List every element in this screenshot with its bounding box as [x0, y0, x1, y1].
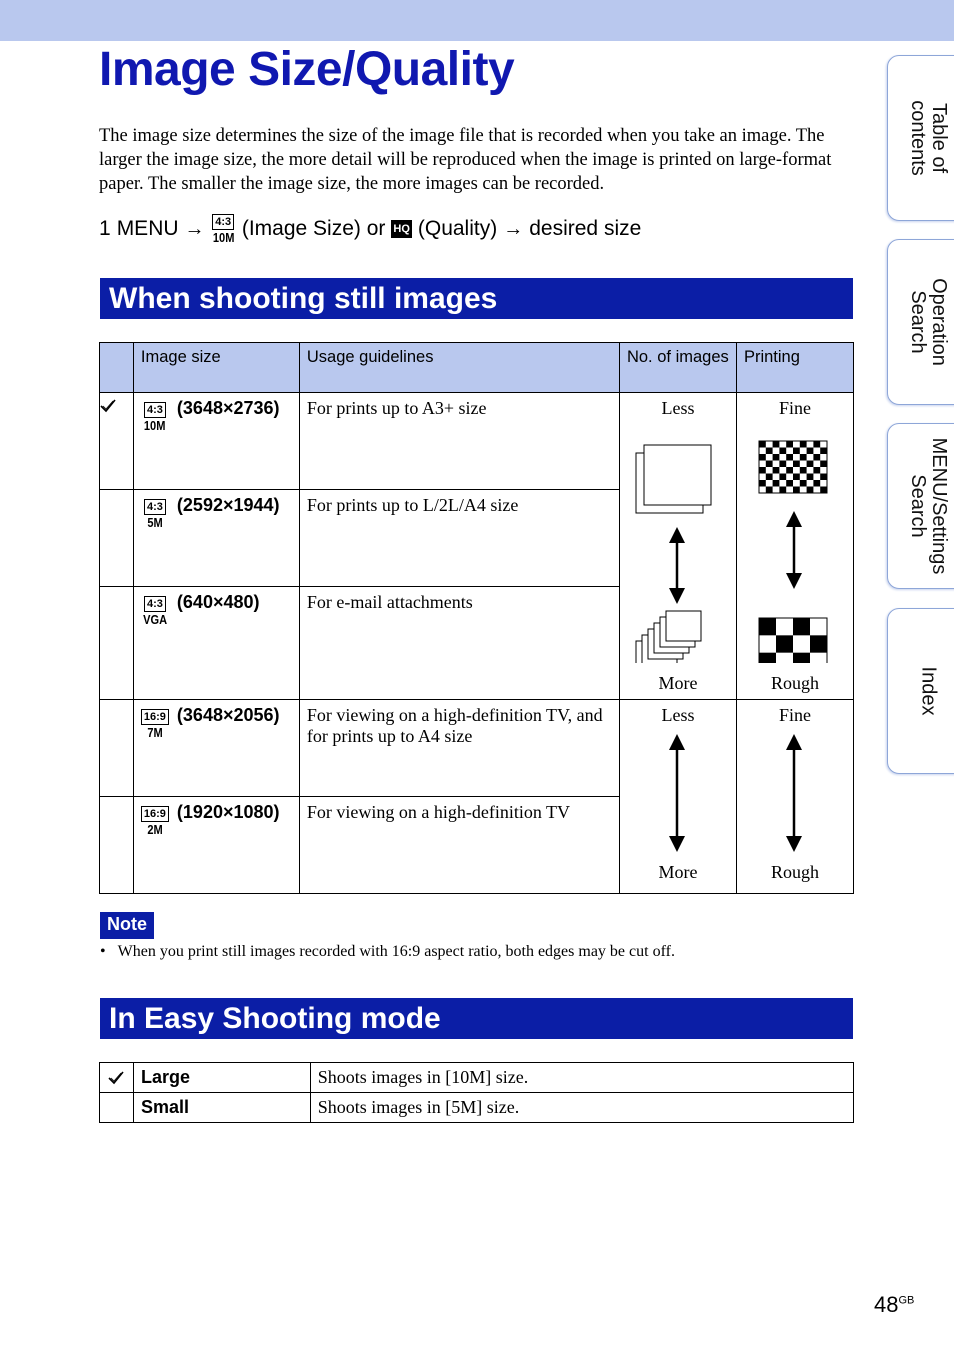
image-size-value: (640×480): [176, 592, 260, 612]
menu-label: MENU: [116, 217, 179, 240]
image-size-label: (Image Size) or: [241, 217, 386, 240]
quality-label: (Quality): [417, 217, 498, 240]
image-size-icon: 16:9 7M: [141, 709, 169, 740]
tab-index[interactable]: Index: [887, 608, 954, 774]
arrow-icon: →: [503, 217, 524, 240]
printing-cell-169: [736, 700, 853, 894]
image-size-value: (2592×1944): [176, 495, 280, 515]
arrow-icon: →: [184, 217, 205, 240]
image-size-value: (1920×1080): [176, 802, 280, 822]
print-fine-label: Fine: [778, 398, 811, 418]
usage-cell: For e-mail attachments: [299, 587, 619, 700]
images-more-label: More: [658, 862, 698, 882]
image-size-icon: 4:3 10M: [212, 215, 234, 245]
note-label: Note: [100, 912, 154, 939]
header-printing: Printing: [736, 343, 853, 393]
image-size-table: [99, 342, 854, 894]
table-row: [100, 700, 854, 797]
default-check-icon: [108, 1071, 124, 1085]
no-of-images-cell: [619, 393, 736, 700]
mode-large: Large: [133, 1063, 310, 1093]
image-size-icon: 4:3 10M: [144, 404, 166, 433]
header-no-of-images: No. of images: [619, 343, 736, 393]
image-size-icon: 4:3 5M: [141, 499, 169, 530]
usage-cell: For viewing on a high-definition TV: [299, 797, 619, 894]
images-scale-diagram: [620, 423, 736, 663]
tab-operation-search[interactable]: Operation Search: [887, 239, 954, 405]
mode-description: Shoots images in [5M] size.: [310, 1093, 853, 1123]
usage-cell: For prints up to A3+ size: [299, 393, 619, 490]
tab-menu-settings-search[interactable]: MENU/Settings Search: [887, 423, 954, 589]
step-instruction: [99, 212, 647, 246]
images-more-label: More: [658, 673, 698, 693]
print-quality-diagram: [737, 423, 853, 663]
image-size-icon: 16:9 2M: [141, 806, 169, 837]
header-image-size: Image size: [133, 343, 299, 393]
images-arrow-icon: [620, 732, 736, 856]
image-size-icon: 4:3 VGA: [142, 598, 167, 627]
step-number: 1: [99, 217, 111, 240]
print-rough-label: Rough: [770, 862, 819, 882]
table-header-row: [100, 343, 854, 393]
header-usage: Usage guidelines: [299, 343, 619, 393]
note-text: • When you print still images recorded with 16:9 aspect ratio, both edges may be cut off.: [100, 943, 675, 960]
print-fine-label: Fine: [778, 705, 811, 725]
image-size-value: (3648×2736): [176, 398, 280, 418]
images-less-label: Less: [661, 398, 695, 418]
table-row: [100, 393, 854, 490]
mode-description: Shoots images in [10M] size.: [310, 1063, 853, 1093]
no-of-images-cell-169: [619, 700, 736, 894]
print-rough-label: Rough: [770, 673, 819, 693]
printing-arrow-icon: [737, 732, 853, 856]
header-band: [0, 0, 954, 41]
table-row: [100, 1093, 854, 1123]
section-heading-still: When shooting still images: [100, 278, 853, 319]
page-title: Image Size/Quality: [99, 43, 515, 96]
usage-cell: For prints up to L/2L/A4 size: [299, 490, 619, 587]
quality-icon: HQ: [391, 220, 412, 238]
intro-paragraph: The image size determines the size of the image file that is recorded when you take an image. The larger the image size, the more detail will be reproduced when the image is printed on large-format paper. The smaller the image size, the more images can be recorded.: [99, 126, 832, 194]
desired-size-label: desired size: [529, 217, 642, 240]
page-number: $48^{GB}$: [874, 1292, 915, 1317]
mode-small: Small: [133, 1093, 310, 1123]
default-check-icon: [100, 399, 116, 413]
usage-cell: For viewing on a high-definition TV, and for prints up to A4 size: [299, 700, 619, 797]
section-heading-easy: In Easy Shooting mode: [100, 998, 853, 1039]
tab-table-of-contents[interactable]: Table of contents: [887, 55, 954, 221]
printing-cell: [736, 393, 853, 700]
table-row: [100, 1063, 854, 1093]
image-size-value: (3648×2056): [176, 705, 280, 725]
easy-mode-table: [99, 1062, 854, 1123]
images-less-label: Less: [661, 705, 695, 725]
